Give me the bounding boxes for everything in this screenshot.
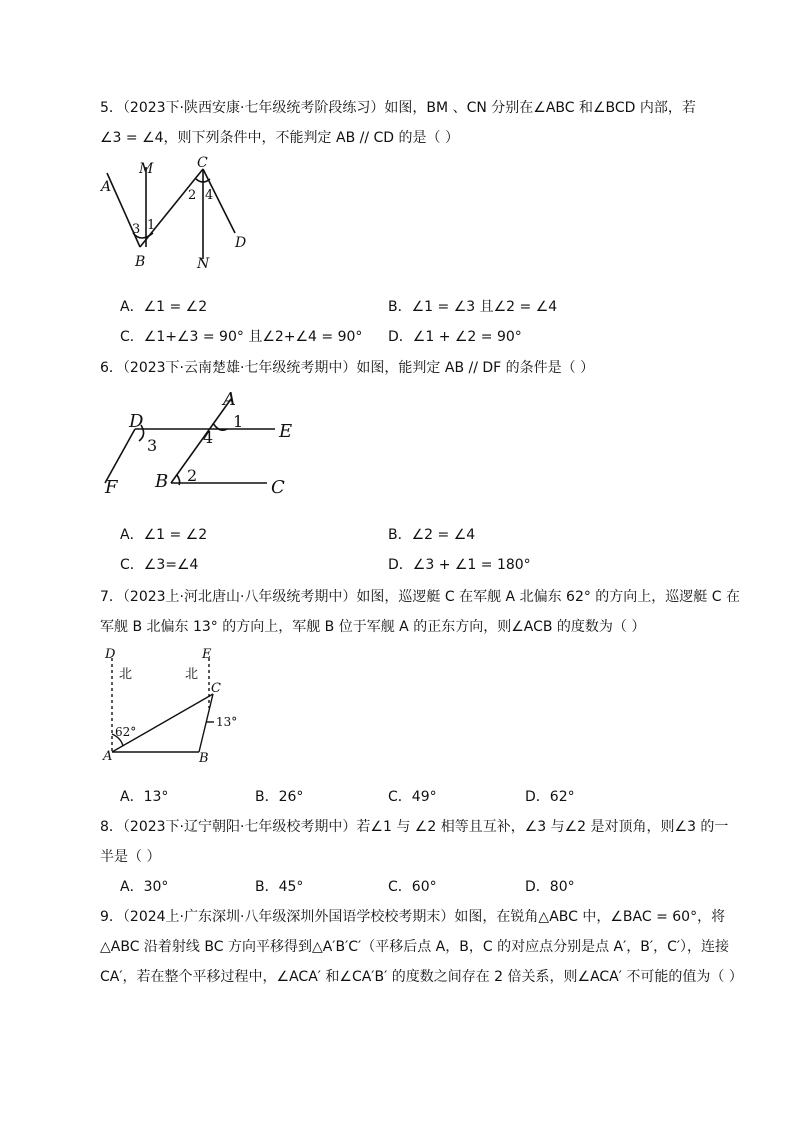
q5-stem-line2: ∠3 = ∠4，则下列条件中，不能判定 AB // CD 的是（ ） xyxy=(100,130,459,146)
q5-label-c: C xyxy=(197,155,208,171)
q6-angle-4: 4 xyxy=(203,428,214,447)
q7-figure xyxy=(95,644,255,769)
q7-label-north-a: 北 xyxy=(119,667,133,682)
q8-option-d[interactable]: D．80° xyxy=(525,879,575,895)
q9-stem-line3: CA′，若在整个平移过程中，∠ACA′ 和∠CA′B′ 的度数之间存在 2 倍关系，则∠ACA′ 不可能的值为（ ） xyxy=(100,969,743,985)
q6-label-a: A xyxy=(223,389,236,410)
q7-label-b: B xyxy=(199,751,209,766)
q8-stem-line1: 8．（2023下·辽宁朝阳·七年级校考期中）若∠1 与 ∠2 相等且互补，∠3 与∠2 是对顶角，则∠3 的一 xyxy=(100,819,729,835)
q6-line-ba xyxy=(171,399,231,483)
q7-angle-62: 62° xyxy=(115,725,137,739)
q6-label-d: D xyxy=(129,411,144,432)
q9-stem-line2: △ABC 沿着射线 BC 方向平移得到△A′B′C′（平移后点 A，B，C 的对应点分别是点 A′，B′，C′），连接 xyxy=(100,939,730,955)
q7-label-d: D xyxy=(105,647,116,662)
q5-angle-2: 2 xyxy=(188,188,197,203)
q9-stem-line1: 9．（2024上·广东深圳·八年级深圳外国语学校校考期末）如图，在锐角△ABC 中，∠BAC = 60°，将 xyxy=(100,909,726,925)
q6-option-d[interactable]: D．∠3 + ∠1 = 180° xyxy=(388,557,531,573)
q5-figure xyxy=(95,155,265,270)
q8-option-b[interactable]: B．45° xyxy=(255,879,304,895)
q5-label-a: A xyxy=(101,179,112,195)
q7-option-b[interactable]: B．26° xyxy=(255,789,304,805)
q8-option-c[interactable]: C．60° xyxy=(388,879,437,895)
q5-label-n: N xyxy=(197,256,210,272)
q6-angle-1: 1 xyxy=(233,412,244,431)
q5-angle-3: 3 xyxy=(132,222,141,237)
q6-option-a[interactable]: A．∠1 = ∠2 xyxy=(120,527,208,543)
q7-option-c[interactable]: C．49° xyxy=(388,789,437,805)
q5-angle-1: 1 xyxy=(147,218,156,233)
q5-label-d: D xyxy=(235,235,247,251)
q7-angle-13: 13° xyxy=(216,715,238,729)
q7-label-north-b: 北 xyxy=(185,667,199,682)
q7-stem-line1: 7．（2023上·河北唐山·八年级统考期中）如图，巡逻艇 C 在军舰 A 北偏东 62° 的方向上，巡逻艇 C 在 xyxy=(100,589,740,605)
q7-label-e: E xyxy=(202,647,212,662)
q7-line-ac xyxy=(112,694,213,752)
q5-option-d[interactable]: D．∠1 + ∠2 = 90° xyxy=(388,329,522,345)
q6-angle-2: 2 xyxy=(187,466,198,485)
q6-label-c: C xyxy=(271,477,285,498)
q7-option-a[interactable]: A．13° xyxy=(120,789,169,805)
q6-option-c[interactable]: C．∠3=∠4 xyxy=(120,557,199,573)
q5-label-b: B xyxy=(135,254,146,270)
q5-stem-line1: 5．（2023下·陕西安康·七年级统考阶段练习）如图，BM 、CN 分别在∠ABC 和∠BCD 内部，若 xyxy=(100,100,696,116)
q6-label-f: F xyxy=(105,477,118,498)
q6-label-e: E xyxy=(279,421,293,442)
q6-angle-3: 3 xyxy=(147,436,158,455)
q5-angle-4: 4 xyxy=(205,188,214,203)
q7-line-bc xyxy=(199,694,213,752)
q7-label-a: A xyxy=(103,749,113,764)
q6-label-b: B xyxy=(155,471,169,492)
q6-figure xyxy=(95,385,305,500)
q6-line-df xyxy=(105,429,135,483)
q6-stem-line1: 6．（2023下·云南楚雄·七年级统考期中）如图，能判定 AB // DF 的条件是（ ） xyxy=(100,360,595,376)
q7-label-c: C xyxy=(211,681,221,696)
q6-option-b[interactable]: B．∠2 = ∠4 xyxy=(388,527,476,543)
q8-stem-line2: 半是（ ） xyxy=(100,849,161,865)
q5-option-c[interactable]: C．∠1+∠3 = 90° 且∠2+∠4 = 90° xyxy=(120,329,363,345)
q7-stem-line2: 军舰 B 北偏东 13° 的方向上，军舰 B 位于军舰 A 的正东方向，则∠ACB 的度数为（ ） xyxy=(100,619,646,635)
q5-label-m: M xyxy=(139,161,154,177)
q5-option-a[interactable]: A．∠1 = ∠2 xyxy=(120,299,208,315)
q5-option-b[interactable]: B．∠1 = ∠3 且∠2 = ∠4 xyxy=(388,299,558,315)
q7-option-d[interactable]: D．62° xyxy=(525,789,575,805)
q8-option-a[interactable]: A．30° xyxy=(120,879,169,895)
